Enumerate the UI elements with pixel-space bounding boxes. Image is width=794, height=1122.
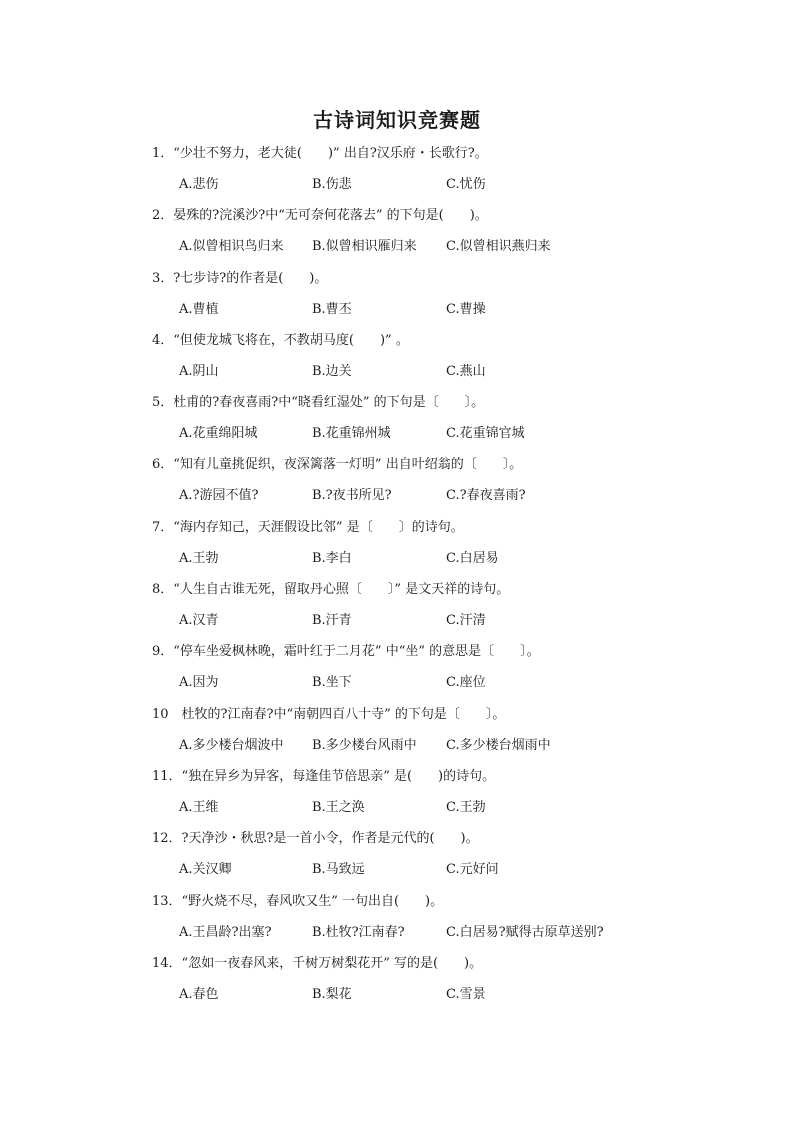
option-row	[0, 860, 794, 880]
option-b: B.杜牧?江南春?	[312, 924, 405, 940]
option-b: B.梨花	[312, 986, 352, 1002]
option-b: B.花重锦州城	[312, 426, 391, 442]
option-a: A.花重绵阳城	[179, 426, 258, 442]
question-stem: 14．“忽如一夜春风来，千树万树梨花开” 写的是( )。	[152, 955, 483, 971]
option-c: C.多少楼台烟雨中	[446, 737, 551, 753]
question-9	[0, 640, 794, 702]
option-a: A.春色	[179, 986, 219, 1002]
question-12	[0, 827, 794, 889]
question-8	[0, 578, 794, 640]
option-c: C.雪景	[446, 986, 486, 1002]
question-5	[0, 391, 794, 453]
option-b: B.似曾相识雁归来	[312, 239, 417, 255]
question-stem: 8．“人生自古谁无死，留取丹心照〔 〕” 是文天祥的诗句。	[152, 582, 510, 598]
option-c: C.座位	[446, 675, 486, 691]
question-6	[0, 453, 794, 515]
question-3	[0, 267, 794, 329]
option-b: B.李白	[312, 550, 352, 566]
option-c: C.?春夜喜雨?	[446, 488, 526, 504]
option-a: A.关汉卿	[179, 862, 232, 878]
option-b: B.?夜书所见?	[312, 488, 392, 504]
option-a: A.王昌龄?出塞?	[179, 924, 272, 940]
option-c: C.曹操	[446, 301, 486, 317]
question-stem: 9．“停车坐爱枫林晚，霜叶红于二月花” 中“坐” 的意思是〔 〕。	[152, 644, 540, 660]
option-a: A.?游园不值?	[179, 488, 259, 504]
option-c: C.汗清	[446, 613, 486, 629]
option-row	[0, 798, 794, 818]
option-b: B.伤悲	[312, 177, 352, 192]
option-row	[0, 175, 794, 195]
question-stem: 11．“独在异乡为异客，每逢佳节倍思亲” 是( )的诗句。	[152, 768, 496, 784]
option-row	[0, 549, 794, 569]
option-row	[0, 362, 794, 382]
option-c: C.元好问	[446, 862, 499, 878]
option-b: B.汗青	[312, 613, 352, 629]
question-stem: 10 杜牧的?江南春?中“南朝四百八十寺” 的下句是〔 〕。	[152, 706, 506, 722]
option-b: B.马致远	[312, 862, 365, 878]
option-c: C.燕山	[446, 363, 486, 379]
option-c: C.白居易	[446, 550, 499, 566]
option-b: B.坐下	[312, 675, 352, 691]
question-stem: 13．“野火烧不尽，春风吹又生” 一句出自( )。	[152, 893, 444, 909]
question-stem: 12．?天净沙・秋思?是一首小令，作者是元代的( )。	[152, 831, 479, 847]
page-title: 古诗词知识竞赛题	[313, 108, 481, 132]
question-stem: 7．“海内存知己，天涯假设比邻” 是〔 〕的诗句。	[152, 519, 464, 535]
option-c: C.似曾相识燕归来	[446, 239, 551, 255]
question-13	[0, 890, 794, 952]
question-stem: 4．“但使龙城飞将在，不教胡马度( )” 。	[152, 332, 409, 348]
option-a: A.王维	[179, 799, 219, 815]
option-c: C.王勃	[446, 799, 486, 815]
option-a: A.曹植	[179, 301, 219, 317]
option-row	[0, 424, 794, 444]
question-stem: 1．“少壮不努力，老大徒( )” 出自?汉乐府・长歌行?。	[152, 146, 488, 161]
option-a: A.似曾相识鸟归来	[179, 239, 284, 255]
question-14	[0, 952, 794, 1014]
option-a: A.阴山	[179, 363, 219, 379]
question-10	[0, 703, 794, 765]
question-11	[0, 765, 794, 827]
question-stem: 3．?七步诗?的作者是( )。	[152, 270, 328, 286]
question-stem: 5．杜甫的?春夜喜雨?中“晓看红湿处” 的下句是〔 〕。	[152, 395, 485, 411]
question-4	[0, 329, 794, 391]
question-1	[0, 142, 794, 204]
option-b: B.边关	[312, 363, 352, 379]
option-a: A.悲伤	[179, 177, 219, 192]
option-row	[0, 237, 794, 257]
option-b: B.王之涣	[312, 799, 365, 815]
option-b: B.多少楼台风雨中	[312, 737, 417, 753]
option-row	[0, 486, 794, 506]
option-row	[0, 923, 794, 943]
question-stem: 2．晏殊的?浣溪沙?中“无可奈何花落去” 的下句是( )。	[152, 208, 488, 224]
option-a: A.汉青	[179, 613, 219, 629]
option-a: A.多少楼台烟波中	[179, 737, 284, 753]
option-a: A.因为	[179, 675, 219, 691]
option-row	[0, 300, 794, 320]
option-c: C.白居易?赋得古原草送别?	[446, 924, 604, 940]
question-7	[0, 516, 794, 578]
option-row	[0, 611, 794, 631]
option-row	[0, 985, 794, 1005]
question-list	[0, 142, 794, 1014]
option-a: A.王勃	[179, 550, 219, 566]
question-2	[0, 204, 794, 266]
option-c: C.花重锦官城	[446, 426, 525, 442]
question-stem: 6．“知有儿童挑促织，夜深篱落一灯明” 出自叶绍翁的〔 〕。	[152, 457, 523, 473]
option-row	[0, 736, 794, 756]
option-b: B.曹丕	[312, 301, 352, 317]
option-row	[0, 673, 794, 693]
option-c: C.忧伤	[446, 177, 486, 192]
